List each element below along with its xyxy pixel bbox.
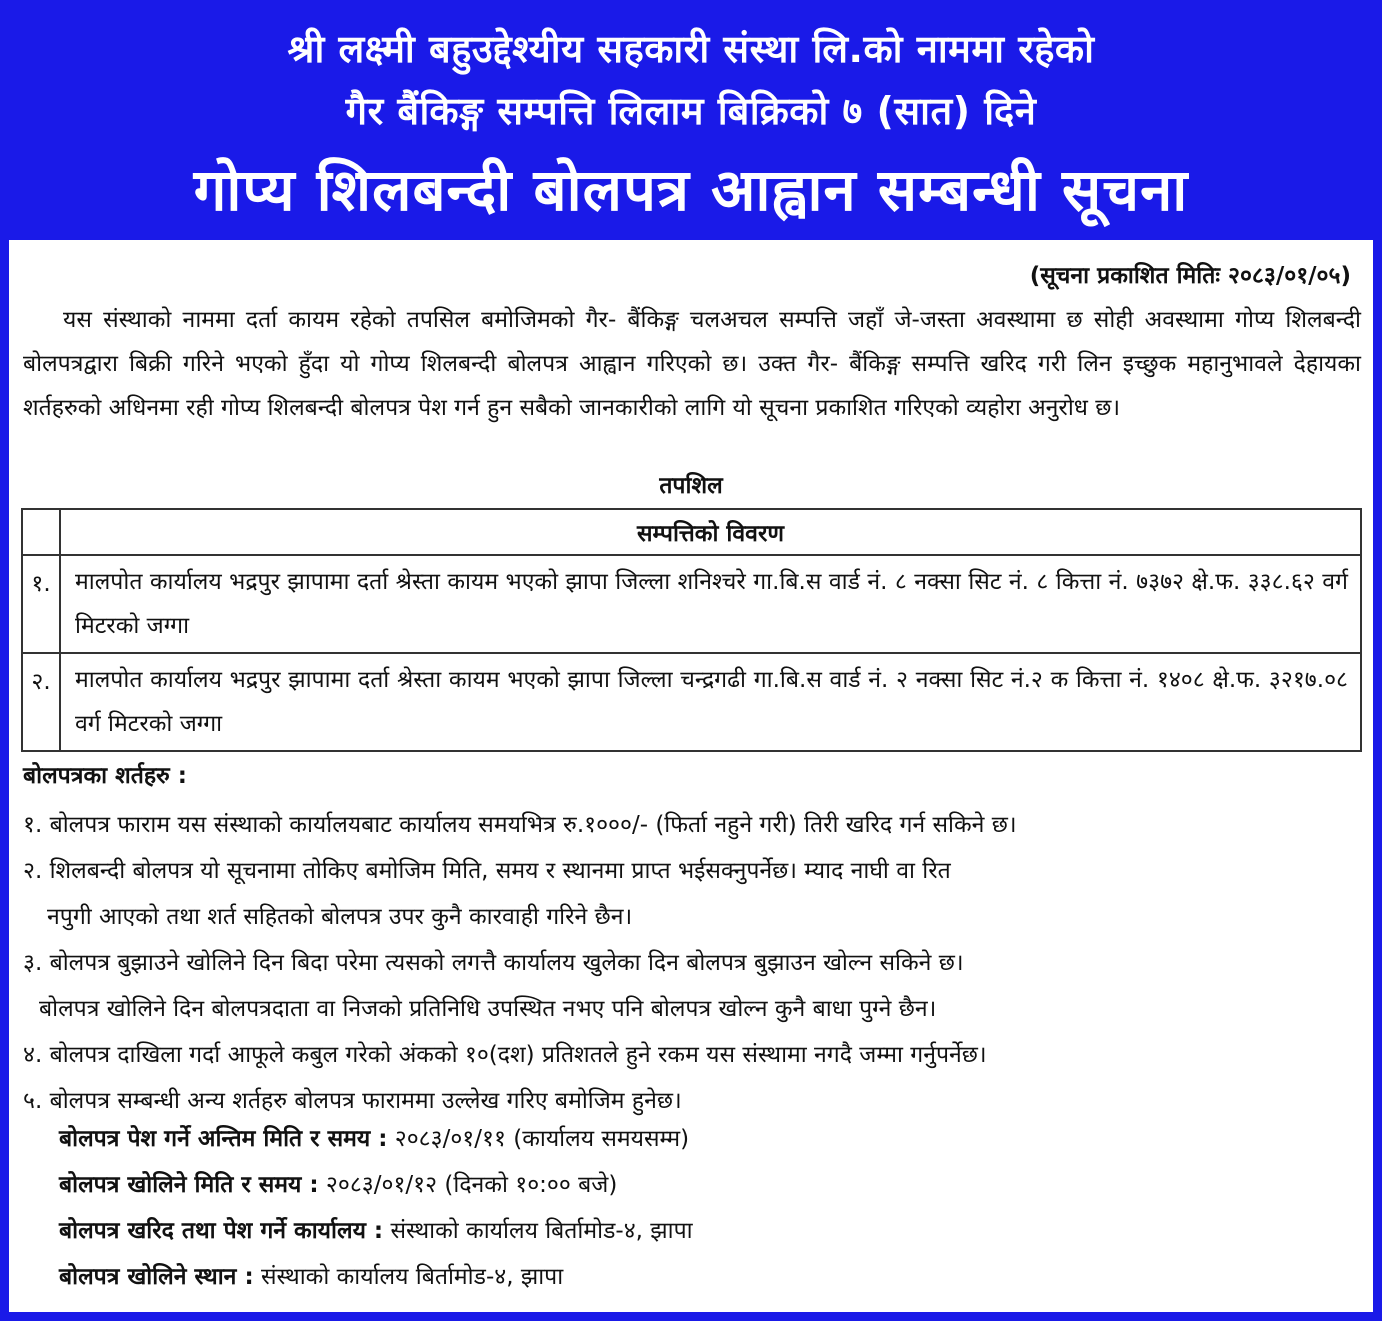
intro-paragraph: यस संस्थाको नाममा दर्ता कायम रहेको तपसिल बमोजिमको गैर- बैंकिङ्ग चलअचल सम्पत्ति जहाँ जे-जस्ता अवस्थामा छ सोही अवस्थामा गोप्य शिलबन्दी बोलपत्रद्वारा बिक्री गरिने भएको हुँदा यो गोप्य शिलबन्दी बोलपत्र आह्वान गरिएको छ। उक्त गैर- बैंकिङ्ग सम्पत्ति खरिद गरी लिन इच्छुक महानुभावले देहायका शर्तहरुको अधिनमा रही गोप्य शिलबन्दी बोलपत्र पेश गर्न हुन सबैको जानकारीको लागि यो सूचना प्रकाशित गरिएको व्यहोरा अनुरोध छ। [23, 307, 1361, 421]
deadline-label: बोलपत्र खरिद तथा पेश गर्ने कार्यालय : [59, 1218, 384, 1244]
deadline-value: २०८३/०१/११ (कार्यालय समयसम्म) [394, 1126, 690, 1152]
asset-desc: मालपोत कार्यालय भद्रपुर झापामा दर्ता श्रेस्ता कायम भएको झापा जिल्ला चन्द्रगढी गा.बि.स वार्ड नं. २ नक्सा सिट नं.२ क कित्ता नं. १४०८ क्षे.फ. ३२१७.०८ वर्ग मिटरको जग्गा [60, 653, 1361, 751]
asset-num: २. [22, 653, 60, 751]
condition-4: ४. बोलपत्र दाखिला गर्दा आफूले कबुल गरेको अंकको १०(दश) प्रतिशतले हुने रकम यस संस्थामा नगदै जम्मा गर्नुपर्नेछ। [23, 1042, 987, 1068]
deadline-opening [59, 1162, 693, 1208]
deadline-value: २०८३/०१/१२ (दिनको १०:०० बजे) [325, 1172, 618, 1198]
asset-desc-header: सम्पत्तिको विवरण [60, 509, 1361, 555]
deadline-purchase-office [59, 1208, 693, 1254]
notice-title: गोप्य शिलबन्दी बोलपत्र आह्वान सम्बन्धी सूचना [193, 156, 1189, 224]
condition-1: १. बोलपत्र फाराम यस संस्थाको कार्यालयबाट कार्यालय समयभित्र रु.१०००/- (फिर्ता नहुने गरी) तिरी खरिद गर्न सकिने छ। [23, 812, 1017, 838]
deadline-opening-place [59, 1254, 693, 1300]
deadline-label: बोलपत्र पेश गर्ने अन्तिम मिति र समय : [59, 1126, 388, 1152]
condition-3: ३. बोलपत्र बुझाउने खोलिने दिन बिदा परेमा त्यसको लगत्तै कार्यालय खुलेका दिन बोलपत्र बुझाउन खोल्न सकिने छ। [23, 950, 964, 976]
condition-3-cont: बोलपत्र खोलिने दिन बोलपत्रदाता वा निजको प्रतिनिधि उपस्थित नभए पनि बोलपत्र खोल्न कुनै बाधा पुग्ने छैन। [39, 996, 937, 1022]
deadline-value: संस्थाको कार्यालय बिर्तामोड-४, झापा [260, 1264, 564, 1290]
asset-num: १. [22, 555, 60, 653]
deadlines-section [59, 1116, 693, 1300]
table-row [22, 653, 1361, 751]
header-line-2: गैर बैंकिङ्ग सम्पत्ति लिलाम बिक्रिको ७ (सात) दिने [345, 89, 1037, 133]
asset-table [21, 508, 1362, 752]
asset-desc: मालपोत कार्यालय भद्रपुर झापामा दर्ता श्रेस्ता कायम भएको झापा जिल्ला शनिश्चरे गा.बि.स वार्ड नं. ८ नक्सा सिट नं. ८ कित्ता नं. ७३७२ क्षे.फ. ३३८.६२ वर्ग मिटरको जग्गा [60, 555, 1361, 653]
notice-body [9, 240, 1373, 1312]
condition-5: ५. बोलपत्र सम्बन्धी अन्य शर्तहरु बोलपत्र फाराममा उल्लेख गरिए बमोजिम हुनेछ। [23, 1088, 682, 1114]
asset-table-header-row [22, 509, 1361, 555]
condition-2-cont: नपुगी आएको तथा शर्त सहितको बोलपत्र उपर कुनै कारवाही गरिने छैन। [47, 904, 633, 930]
deadline-label: बोलपत्र खोलिने मिति र समय : [59, 1172, 319, 1198]
publish-date: (सूचना प्रकाशित मितिः २०८३/०१/०५) [1029, 263, 1351, 289]
conditions-section [23, 758, 1363, 1124]
asset-num-header [22, 509, 60, 555]
table-row [22, 555, 1361, 653]
condition-2: २. शिलबन्दी बोलपत्र यो सूचनामा तोकिए बमोजिम मिति, समय र स्थानमा प्राप्त भईसक्नुपर्नेछ। म्याद नाघी वा रित [23, 858, 951, 884]
header-line-1: श्री लक्ष्मी बहुउद्देश्यीय सहकारी संस्था लि.को नाममा रहेको [287, 27, 1095, 71]
conditions-heading: बोलपत्रका शर्तहरु : [23, 763, 187, 789]
deadline-value: संस्थाको कार्यालय बिर्तामोड-४, झापा [390, 1218, 693, 1244]
deadline-label: बोलपत्र खोलिने स्थान : [59, 1264, 254, 1290]
schedule-heading: तपशिल [659, 473, 723, 499]
deadline-submission [59, 1116, 693, 1162]
notice-header [0, 0, 1382, 240]
